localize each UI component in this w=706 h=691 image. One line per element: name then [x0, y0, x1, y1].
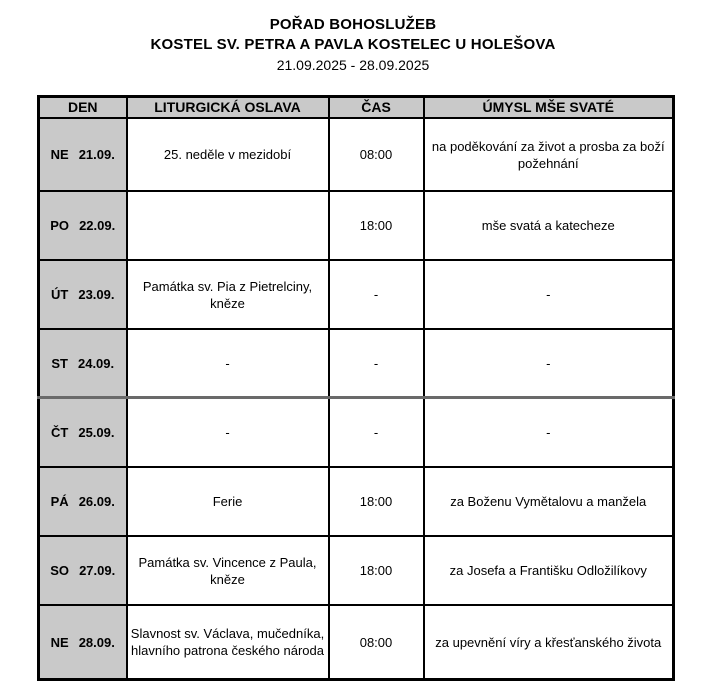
table-row-st-24-09 [39, 329, 674, 398]
table-row-pa-26-09 [39, 467, 674, 536]
time-cell: - [329, 329, 424, 398]
day-abbrev: ST [51, 355, 68, 371]
column-header-cas: ČAS [329, 97, 424, 119]
table-row-ne-28-09 [39, 605, 674, 680]
time-cell: - [329, 398, 424, 468]
date-range: 21.09.2025 - 28.09.2025 [276, 57, 430, 73]
feast-cell: - [127, 398, 329, 468]
day-date: 27.09. [79, 563, 116, 578]
day-cell [39, 536, 127, 605]
intention-cell: - [424, 398, 674, 468]
day-cell [39, 467, 127, 536]
day-cell [39, 260, 127, 329]
column-header-liturgicka-oslava: LITURGICKÁ OSLAVA [127, 97, 329, 119]
day-date: 24.09. [77, 355, 115, 371]
time-cell: 08:00 [329, 118, 424, 191]
day-abbrev: ÚT [51, 287, 69, 302]
day-date: 25.09. [78, 425, 115, 440]
day-abbrev: SO [50, 563, 70, 578]
feast-cell: Památka sv. Pia z Pietrelciny, kněze [127, 260, 329, 329]
day-cell [39, 605, 127, 680]
intention-cell: na poděkování za život a prosba za boží požehnání [424, 118, 674, 191]
table-header-row [39, 97, 674, 119]
day-cell [39, 329, 127, 398]
day-abbrev: ČT [51, 425, 69, 440]
intention-cell: za Josefa a Františku Odložilíkovy [424, 536, 674, 605]
time-cell: 18:00 [329, 467, 424, 536]
intention-cell: za Boženu Vymětalovu a manžela [424, 467, 674, 536]
time-cell: 18:00 [329, 191, 424, 260]
feast-cell [127, 191, 329, 260]
day-cell [39, 191, 127, 260]
feast-cell: Slavnost sv. Václava, mučedníka, hlavního patrona českého národa [127, 605, 329, 680]
intention-cell: - [424, 329, 674, 398]
page-title: POŘAD BOHOSLUŽEB [269, 16, 437, 33]
day-cell [39, 118, 127, 191]
intention-cell: mše svatá a katecheze [424, 191, 674, 260]
time-cell: - [329, 260, 424, 329]
feast-cell: Památka sv. Vincence z Paula, kněze [127, 536, 329, 605]
time-cell: 18:00 [329, 536, 424, 605]
day-date: 21.09. [78, 147, 115, 162]
table-row-ct-25-09 [39, 398, 674, 468]
table-row-ne-21-09 [39, 118, 674, 191]
day-date: 28.09. [78, 634, 115, 650]
feast-cell: Ferie [127, 467, 329, 536]
document-header [0, 0, 706, 75]
feast-cell: 25. neděle v mezidobí [127, 118, 329, 191]
feast-cell: - [127, 329, 329, 398]
day-abbrev: PO [50, 218, 70, 233]
column-header-den: DEN [39, 97, 127, 119]
day-abbrev: NE [50, 634, 69, 650]
column-header-umysl: ÚMYSL MŠE SVATÉ [424, 97, 674, 119]
time-cell: 08:00 [329, 605, 424, 680]
table-row-po-22-09 [39, 191, 674, 260]
day-date: 26.09. [78, 494, 115, 509]
intention-cell: - [424, 260, 674, 329]
day-abbrev: PÁ [50, 494, 69, 509]
church-name: KOSTEL SV. PETRA A PAVLA KOSTELEC U HOLEŠOVA [150, 36, 556, 53]
mass-schedule-table [37, 95, 675, 681]
intention-cell: za upevnění víry a křesťanského života [424, 605, 674, 680]
day-date: 22.09. [79, 218, 116, 233]
day-date: 23.09. [78, 287, 115, 302]
day-abbrev: NE [50, 147, 69, 162]
day-cell [39, 398, 127, 468]
table-row-ut-23-09 [39, 260, 674, 329]
table-row-so-27-09 [39, 536, 674, 605]
